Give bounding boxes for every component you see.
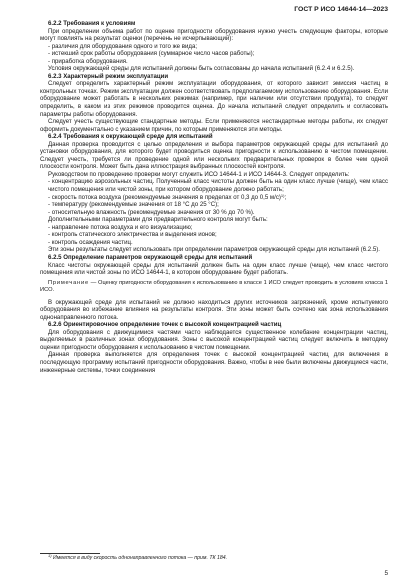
section-6-2-5-heading: 6.2.5 Определение параметров окружающей среды для испытаний: [48, 253, 253, 261]
paragraph: Дополнительными параметрами для предварительного контроля могут быть:: [48, 216, 268, 224]
footnote-reference: 1): [280, 192, 285, 198]
footnote: [48, 555, 227, 561]
paragraph: Данная проверка выполняется для определения точек с высокой концентрацией частиц для включения в последующую программу испытаний пригодности оборудования. Важно, чтобы в нее были включены движущиеся части, инженерные системы, точки соединения: [40, 351, 388, 374]
list-item: - контроль статического электричества и выделения ионов;: [48, 231, 217, 239]
footnote-text: Имеется в виду скорость однонаправленного потока — прим. ТК 184.: [53, 555, 228, 561]
list-item: - направление потока воздуха и его визуализацию;: [48, 223, 193, 231]
paragraph: Следует учесть существующие стандартные методы. Если применяются нестандартные методы работы, их следует оформить документально с указанием причин, по которым применяются эти методы.: [40, 118, 388, 133]
paragraph: Условия окружающей среды для испытаний должны быть согласованы до начала испытаний (6.2.4 и 6.2.5).: [48, 65, 355, 73]
page-number: 5: [384, 570, 388, 577]
paragraph: Следует определить характерный режим эксплуатации оборудования, от которого зависит эмиссия частиц в контрольных точках. Режим эксплуатации должен соответствовать предполагаемому использованию оборудования. Если оборудование может работать в нескольких режимах (например, при наличии или отсутствии продукта), то следует определить, в каком из этих режимов проводится оценка. До начала испытаний следует определить и согласовать параметры работы оборудования.: [40, 80, 388, 118]
paragraph: В окружающей среде для испытаний не должно находиться других источников загрязнений, кроме испытуемого оборудования во избежание влияния на результаты контроля. Эти зоны может быть сочтено как зона использования однонаправленного потока.: [40, 298, 388, 321]
list-item-text: - скорость потока воздуха (рекомендуемые значения в пределах от 0,3 до 0,5 м/с): [48, 193, 281, 201]
list-item: - концентрацию аэрозольных частиц. Полученный класс чистоты должен быть на один класс лучше (чище), чем класс чистого помещения или чистой зоны, при котором оборудование должно работать;: [48, 178, 388, 194]
list-item: - относительную влажность (рекомендуемые значения от 30 % до 70 %).: [48, 208, 255, 216]
list-item: - контроль осаждения частиц.: [48, 238, 133, 246]
list-item: - температуру (рекомендуемые значения от 18 °С до 25 °С);: [48, 201, 219, 209]
paragraph: Руководством по проведению проверки могут служить ИСО 14644-1 и ИСО 14644-3. Следует определить:: [48, 170, 350, 178]
section-6-2-4-heading: 6.2.4 Требования к окружающей среде для испытаний: [48, 133, 213, 141]
note-label: Примечание: [48, 279, 89, 286]
list-item: - истекший срок работы оборудования (суммарное число часов работы);: [48, 50, 255, 58]
section-6-2-6-heading: 6.2.6 Ориентировочное определение точек с высокой концентрацией частиц: [48, 321, 282, 329]
note-text: — Оценку пригодности оборудования к использованию в классе 1 ИСО следует проводить в условиях класса 1 ИСО.: [40, 279, 388, 293]
paragraph: Для оборудования с движущимися частями часто наблюдается существенное колебание концентрации частиц, выделяемых в различных зонах оборудования. Зоны с высокой концентрацией частиц следует включить в методику оценки пригодности оборудования к использованию в чистом помещении.: [40, 328, 388, 351]
section-6-2-2-heading: 6.2.2 Требования к условиям: [48, 20, 136, 27]
paragraph: Эти зоны результаты следует использовать при определении параметров окружающей среды для испытаний (6.2.5).: [48, 246, 381, 254]
footnote-mark: 1): [48, 553, 52, 558]
list-item: - различия для оборудования одного и того же вида;: [48, 42, 198, 50]
paragraph: Данная проверка проводится с целью определения и выбора параметров окружающей среды для испытаний до установки оборудования, для которого будет проводиться оценка пригодности к использованию в чистом помещении. Следует учесть, требуется ли проведение одной или нескольких предварительных проверок в более чем одной плоскости контроля. Может быть дана иллюстрация выбранных плоскостей контроля.: [40, 140, 388, 171]
document-header: ГОСТ Р ИСО 14644-14—2023: [294, 6, 388, 13]
paragraph: Класс чистоты окружающей среды для испытаний должен быть на один класс лучше (чище), чем класс чистого помещения или чистой зоны по ИСО 14644-1, в котором оборудование будет работать.: [40, 261, 388, 277]
section-6-2-3-heading: 6.2.3 Характерный режим эксплуатации: [48, 72, 169, 80]
paragraph: При определении объема работ по оценке пригодности оборудования нужно учесть следующие факторы, которые могут повлиять на результат оценки (перечень не исчерпывающий):: [40, 27, 388, 43]
note: [40, 280, 388, 294]
list-item: - скорость потока воздуха (рекомендуемые значения в пределах от 0,3 до 0,5 м/с)$^{1)}$;: [48, 192, 287, 201]
list-item: - приработка оборудования.: [48, 57, 128, 65]
